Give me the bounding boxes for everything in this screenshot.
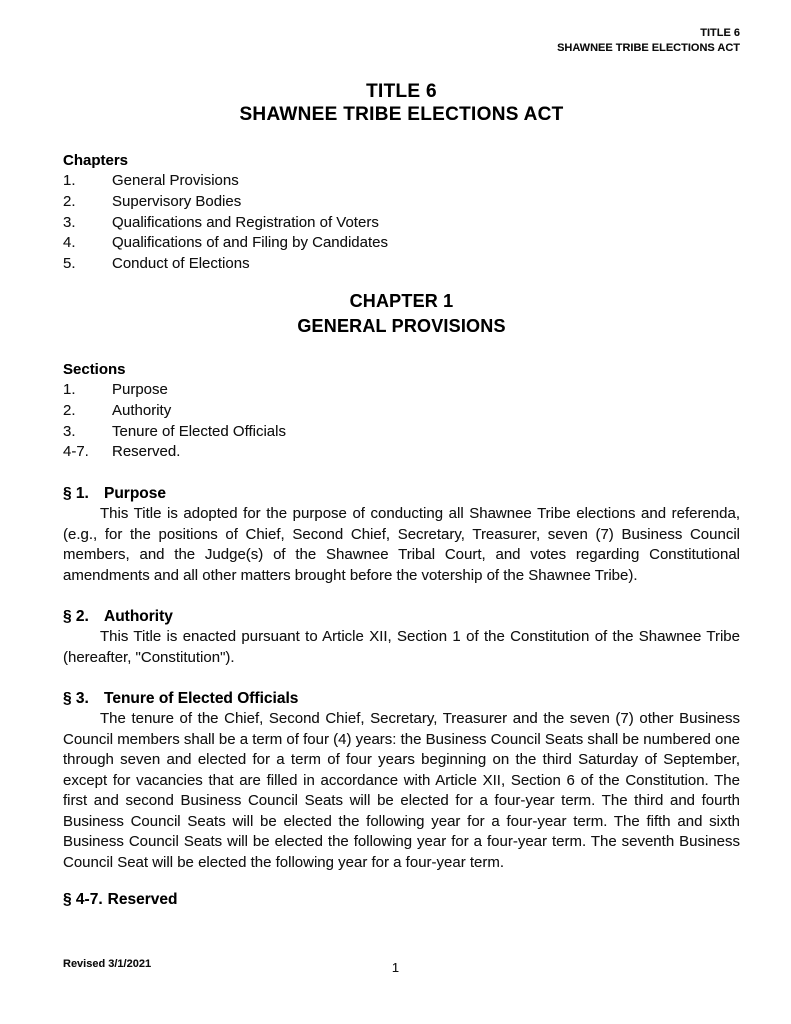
section-1-title: Purpose xyxy=(104,485,167,503)
running-header-line2: SHAWNEE TRIBE ELECTIONS ACT xyxy=(557,42,740,54)
chapter-item-label: General Provisions xyxy=(112,172,239,189)
sections-heading: Sections xyxy=(63,360,126,378)
sections-list xyxy=(63,359,740,463)
section-1-body: This Title is adopted for the purpose of conducting all Shawnee Tribe elections and referenda, (e.g., for the positions of Chief, Second Chief, Secretary, Treasurer, seven (7) Business Council members, and the Judge(s) of the Shawnee Tribal Court, and votes regarding Constitutional amendments and all other matters brought before the votership of the Shawnee Tribe). xyxy=(63,505,740,584)
page-footer xyxy=(0,958,791,978)
chapter-item xyxy=(63,254,740,275)
running-header-line1: TITLE 6 xyxy=(700,27,740,39)
section-3-body: The tenure of the Chief, Second Chief, Secretary, Treasurer and the seven (7) other Business Council members shall be a term of four (4) years: the Business Council Seats shall be numbered one through seven and elected for a term of four years beginning on the third Saturday of September, except for vacancies that are filled in accordance with Article XII, Section 6 of the Constitution. The first and second Business Council Seats will be elected for a four-year term. The third and fourth Business Council Seats will be elected the following year for a four-year term. The fifth and sixth Business Council Seats will be elected the following year for a four-year term. The seventh Business Council Seat will be elected the following year for a four-year term. xyxy=(63,710,740,871)
page-number: 1 xyxy=(391,960,400,975)
section-item xyxy=(63,401,740,422)
section-2-body: This Title is enacted pursuant to Article XII, Section 1 of the Constitution of the Shawnee Tribe (hereafter, "Constitution"). xyxy=(63,628,740,666)
chapter-item xyxy=(63,233,740,254)
chapter-heading-line1: CHAPTER 1 xyxy=(349,290,454,311)
chapter-item-number: 4. xyxy=(63,234,76,252)
chapter-item-number: 2. xyxy=(63,192,76,210)
section-2-title: Authority xyxy=(104,608,173,626)
chapter-item-number: 3. xyxy=(63,213,76,231)
chapter-item xyxy=(63,213,740,234)
section-item xyxy=(63,442,740,463)
chapter-item-label: Qualifications and Registration of Voters xyxy=(112,213,379,231)
section-item-label: Authority xyxy=(112,401,172,419)
section-3-title: Tenure of Elected Officials xyxy=(104,690,299,708)
chapter-item xyxy=(63,192,740,213)
chapter-item xyxy=(63,171,740,192)
chapter-item-label: Supervisory Bodies xyxy=(112,192,242,210)
revised-date: Revised 3/1/2021 xyxy=(63,958,152,970)
section-item-label: Purpose xyxy=(112,380,168,398)
section-item-number: 3. xyxy=(63,422,76,440)
chapter-heading xyxy=(63,289,740,339)
section-item-number: 2. xyxy=(63,401,76,419)
section-1-heading xyxy=(63,483,740,504)
section-item xyxy=(63,422,740,443)
document-title-line2: SHAWNEE TRIBE ELECTIONS ACT xyxy=(239,104,564,125)
document-title-line1: TITLE 6 xyxy=(366,81,437,102)
chapter-item-label: Conduct of Elections xyxy=(112,255,250,273)
section-2-number: § 2. xyxy=(63,608,89,626)
section-item-label: Tenure of Elected Officials xyxy=(112,422,286,440)
section-item-label: Reserved. xyxy=(112,443,181,461)
running-header xyxy=(63,26,740,56)
chapter-item-number: 5. xyxy=(63,255,76,273)
section-item-number: 1. xyxy=(63,380,76,398)
chapter-item-number: 1. xyxy=(63,172,76,189)
chapter-item-label: Qualifications of and Filing by Candidates xyxy=(112,234,388,252)
section-3-heading xyxy=(63,688,740,709)
section-4-7-heading xyxy=(63,889,740,910)
section-item xyxy=(63,380,740,401)
section-4-7-number: § 4-7. xyxy=(63,891,103,909)
section-3-number: § 3. xyxy=(63,690,89,708)
chapters-list xyxy=(63,150,740,275)
section-2-heading xyxy=(63,606,740,627)
chapter-heading-line2: GENERAL PROVISIONS xyxy=(297,315,506,336)
section-item-number: 4-7. xyxy=(63,443,89,461)
section-1-number: § 1. xyxy=(63,485,89,503)
document-title xyxy=(63,80,740,126)
section-4-7-title: Reserved xyxy=(107,891,178,909)
chapters-heading: Chapters xyxy=(63,152,129,169)
